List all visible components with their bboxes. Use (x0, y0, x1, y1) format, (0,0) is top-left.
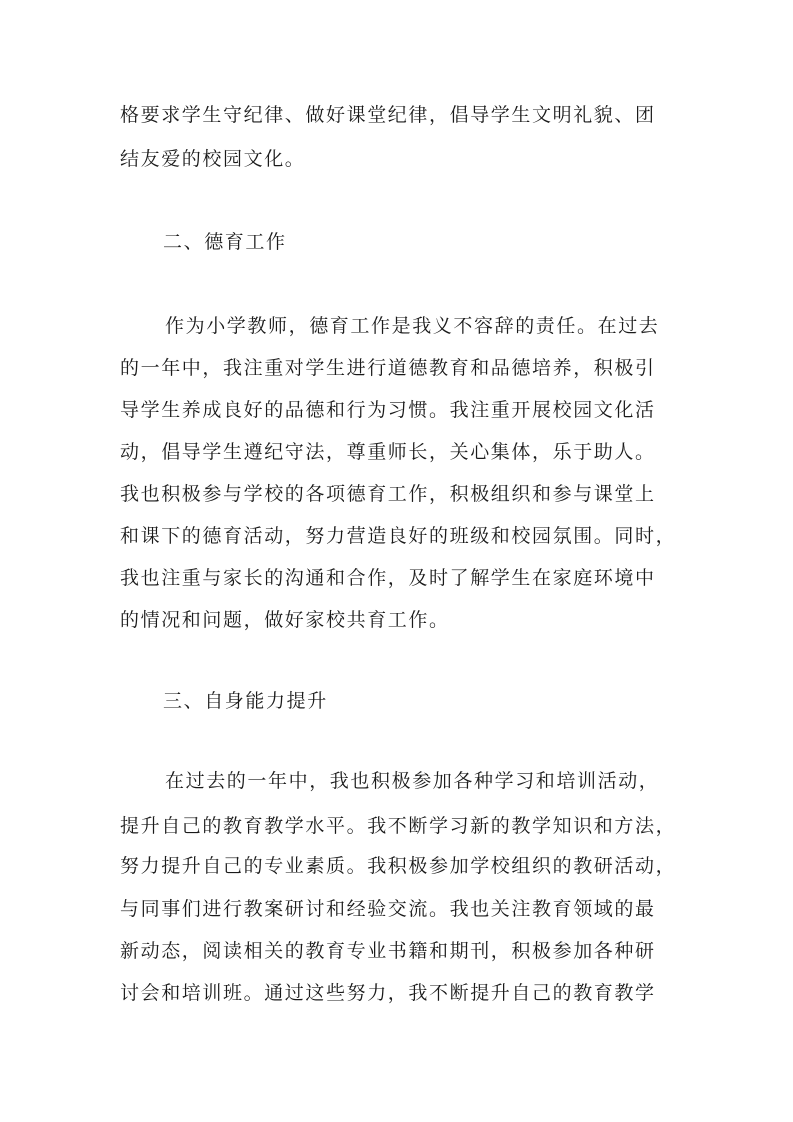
paragraph-line: 努力提升自己的专业素质。我积极参加学校组织的教研活动， (120, 855, 677, 877)
section-heading: 二、德育工作 (163, 231, 287, 253)
paragraph-line: 动，倡导学生遵纪守法，尊重师长，关心集体，乐于助人。 (120, 441, 656, 463)
paragraph-line: 和课下的德育活动，努力营造良好的班级和校园氛围。同时， (120, 525, 677, 547)
paragraph-line: 我也积极参与学校的各项德育工作，积极组织和参与课堂上 (120, 483, 656, 505)
paragraph-line: 新动态，阅读相关的教育专业书籍和期刊，积极参加各种研 (120, 940, 656, 962)
paragraph-line: 作为小学教师，德育工作是我义不容辞的责任。在过去 (165, 315, 660, 337)
section-heading: 三、自身能力提升 (163, 690, 328, 712)
paragraph-line: 我也注重与家长的沟通和合作，及时了解学生在家庭环境中 (120, 567, 656, 589)
paragraph-line: 与同事们进行教案研讨和经验交流。我也关注教育领域的最 (120, 898, 656, 920)
paragraph-line: 结友爱的校园文化。 (120, 148, 306, 170)
paragraph-line: 的情况和问题，做好家校共育工作。 (120, 609, 450, 631)
paragraph-line: 导学生养成良好的品德和行为习惯。我注重开展校园文化活 (120, 399, 656, 421)
paragraph-line: 格要求学生守纪律、做好课堂纪律，倡导学生文明礼貌、团 (120, 104, 656, 126)
paragraph-line: 讨会和培训班。通过这些努力，我不断提升自己的教育教学 (120, 982, 656, 1004)
paragraph-line: 在过去的一年中，我也积极参加各种学习和培训活动， (165, 770, 660, 792)
paragraph-line: 提升自己的教育教学水平。我不断学习新的教学知识和方法， (120, 815, 677, 837)
paragraph-line: 的一年中，我注重对学生进行道德教育和品德培养，积极引 (120, 357, 656, 379)
